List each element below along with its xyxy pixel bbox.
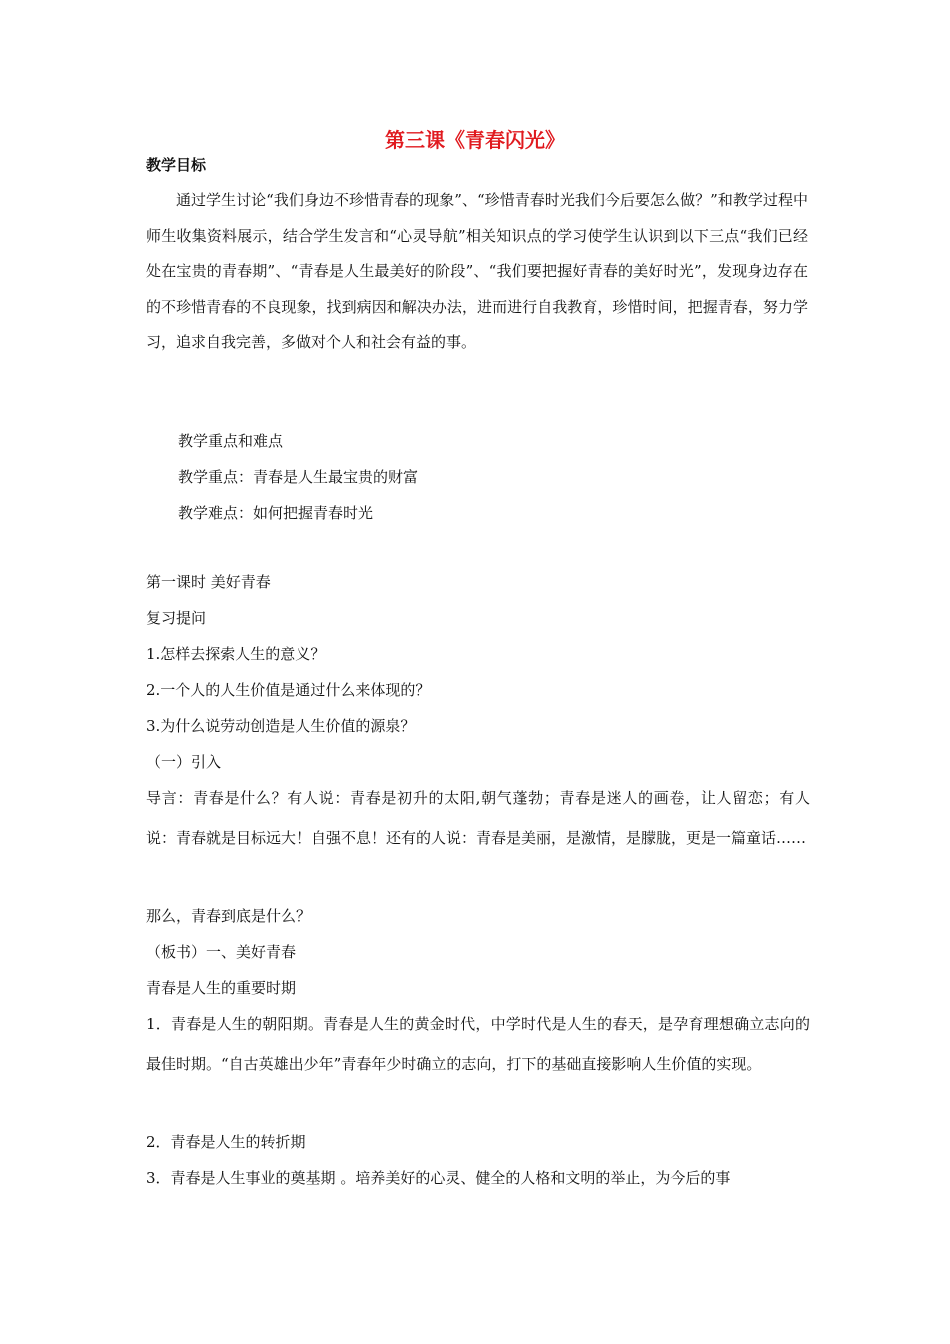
objectives-paragraph: 通过学生讨论“我们身边不珍惜青春的现象”、“珍惜青春时光我们今后要怎么做？”和教学过程中师生收集资料展示，结合学生发言和“心灵导航”相关知识点的学习使学生认识到以下三点“我们已经处在宝贵的青春期”、“青春是人生最美好的阶段”、“我们要把握好青春的美好时光”，发现身边存在的不珍惜青春的不良现象，找到病因和解决办法，进而进行自我教育，珍惜时间，把握青春，努力学习，追求自我完善，多做对个人和社会有益的事。 (146, 191, 808, 351)
lesson-title: 第一课时 美好青春 (146, 573, 271, 591)
key-point: 教学重点：青春是人生最宝贵的财富 (178, 468, 419, 486)
review-question-3: 3.为什么说劳动创造是人生价值的源泉？ (146, 717, 416, 735)
review-heading: 复习提问 (146, 609, 207, 627)
question-line: 那么，青春到底是什么？ (146, 907, 312, 925)
intro-heading: （一）引入 (146, 753, 222, 771)
point-3: 3．青春是人生事业的奠基期 。培养美好的心灵、健全的人格和文明的举止，为今后的事 (146, 1169, 731, 1187)
review-question-2: 2.一个人的人生价值是通过什么来体现的？ (146, 681, 431, 699)
difficult-point: 教学难点：如何把握青春时光 (178, 504, 374, 522)
review-question-1: 1.怎样去探索人生的意义？ (146, 645, 326, 663)
objectives-heading: 教学目标 (146, 156, 207, 174)
board-title: （板书）一、美好青春 (146, 943, 297, 961)
key-difficulty-heading: 教学重点和难点 (178, 432, 284, 450)
point-1-paragraph: 1．青春是人生的朝阳期。青春是人生的黄金时代，中学时代是人生的春天，是孕育理想确立志向的最佳时期。“自古英雄出少年”青春年少时确立的志向，打下的基础直接影响人生价值的实现。 (146, 1015, 810, 1073)
lead-in-paragraph: 导言：青春是什么？有人说：青春是初升的太阳,朝气蓬勃；青春是迷人的画卷，让人留恋；有人说：青春就是目标远大！自强不息！还有的人说：青春是美丽，是激情，是朦胧，更是一篇童话…… (146, 789, 810, 847)
point-2: 2．青春是人生的转折期 (146, 1133, 306, 1151)
period-heading: 青春是人生的重要时期 (146, 979, 297, 997)
document-title: 第三课《青春闪光》 (385, 128, 565, 152)
